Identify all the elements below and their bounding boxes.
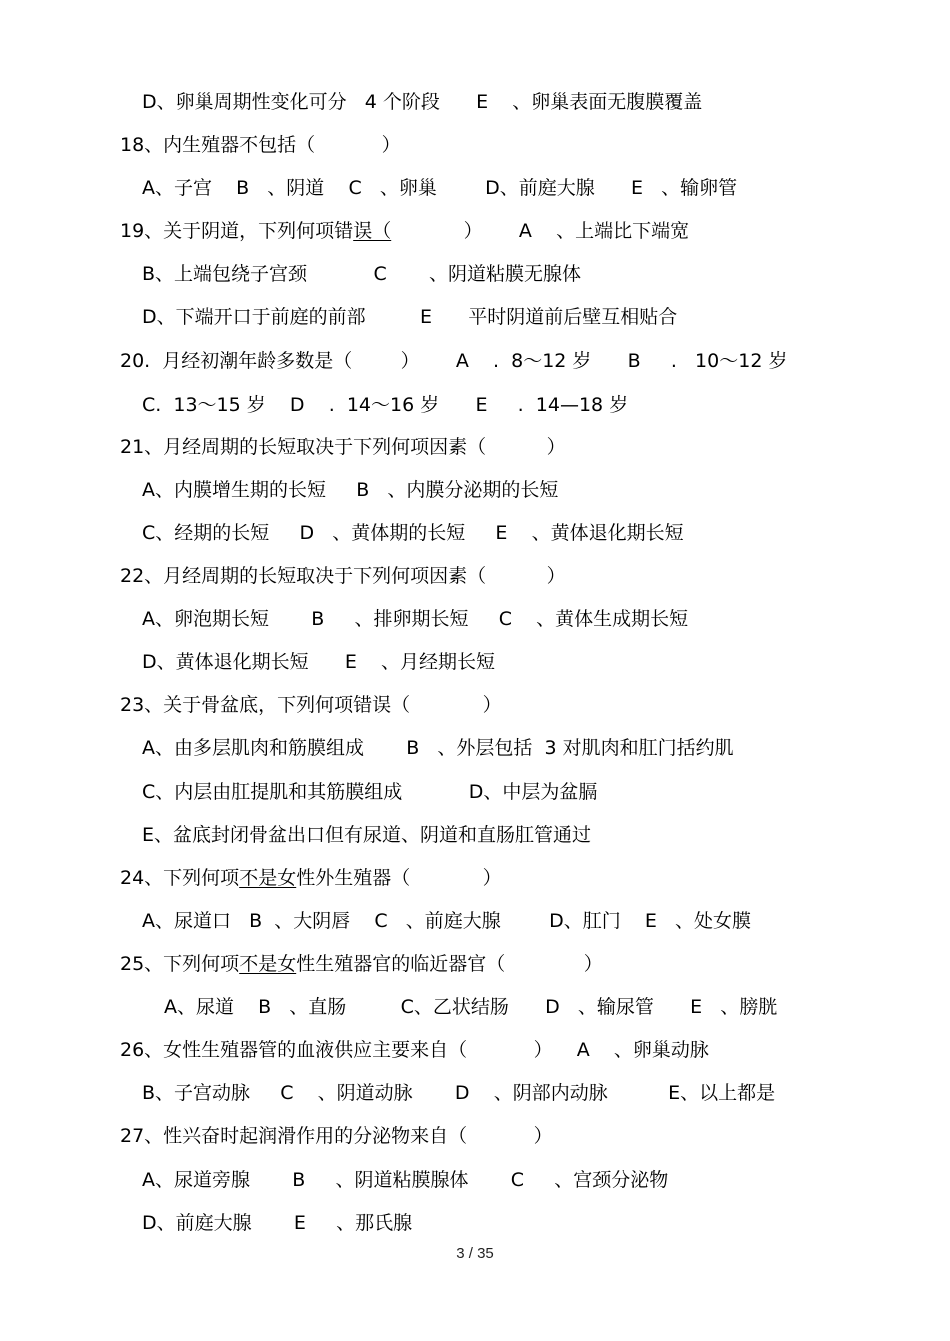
page-number: 3 / 35 xyxy=(456,1245,494,1262)
question-25: 25、下列何项不是女性生殖器官的临近器官（ ） xyxy=(120,953,603,975)
options-19-bc: B、上端包绕子宫颈 C 、阴道粘膜无腺体 xyxy=(142,263,582,285)
question-22: 22、月经周期的长短取决于下列何项因素（ ） xyxy=(120,565,566,587)
line-17d: D、卵巢周期性变化可分 4 个阶段 E 、卵巢表面无腹膜覆盖 xyxy=(142,91,703,113)
options-18: A、子宫 B 、阴道 C 、卵巢 D、前庭大腺 E 、输卵管 xyxy=(142,177,738,199)
question-20: 20. 月经初潮年龄多数是（ ） A . 8～12 岁 B . 10～12 岁 xyxy=(120,350,788,372)
options-19-de: D、下端开口于前庭的前部 E 平时阴道前后壁互相贴合 xyxy=(142,306,678,328)
options-24: A、尿道口 B 、大阴唇 C 、前庭大腺 D、肛门 E 、处女膜 xyxy=(142,910,752,932)
question-19: 19、关于阴道，下列何项错误（ ） A 、上端比下端宽 xyxy=(120,220,690,242)
options-23-e: E、盆底封闭骨盆出口但有尿道、阴道和直肠肛管通过 xyxy=(142,824,592,846)
options-27-de: D、前庭大腺 E 、那氏腺 xyxy=(142,1212,413,1234)
options-23-ab: A、由多层肌肉和筋膜组成 B 、外层包括 3 对肌肉和肛门括约肌 xyxy=(142,737,734,759)
options-22-abc: A、卵泡期长短 B 、排卵期长短 C 、黄体生成期长短 xyxy=(142,608,689,630)
options-22-de: D、黄体退化期长短 E 、月经期长短 xyxy=(142,651,496,673)
options-25: A、尿道 B 、直肠 C、乙状结肠 D 、输尿管 E 、膀胱 xyxy=(164,996,778,1018)
question-18: 18、内生殖器不包括（ ） xyxy=(120,134,401,156)
options-23-cd: C、内层由肛提肌和其筋膜组成 D、中层为盆膈 xyxy=(142,781,598,803)
options-21-cde: C、经期的长短 D 、黄体期的长短 E 、黄体退化期长短 xyxy=(142,522,684,544)
options-26: B、子宫动脉 C 、阴道动脉 D 、阴部内动脉 E、以上都是 xyxy=(142,1082,776,1104)
question-26: 26、女性生殖器管的血液供应主要来自（ ） A 、卵巢动脉 xyxy=(120,1039,709,1061)
options-20: C. 13～15 岁 D . 14～16 岁 E . 14—18 岁 xyxy=(142,394,629,416)
question-23: 23、关于骨盆底，下列何项错误（ ） xyxy=(120,694,502,716)
options-27-abc: A、尿道旁腺 B 、阴道粘膜腺体 C 、宫颈分泌物 xyxy=(142,1169,669,1191)
options-21-ab: A、内膜增生期的长短 B 、内膜分泌期的长短 xyxy=(142,479,559,501)
question-27: 27、性兴奋时起润滑作用的分泌物来自（ ） xyxy=(120,1125,553,1147)
question-24: 24、下列何项不是女性外生殖器（ ） xyxy=(120,867,502,889)
question-21: 21、月经周期的长短取决于下列何项因素（ ） xyxy=(120,436,566,458)
